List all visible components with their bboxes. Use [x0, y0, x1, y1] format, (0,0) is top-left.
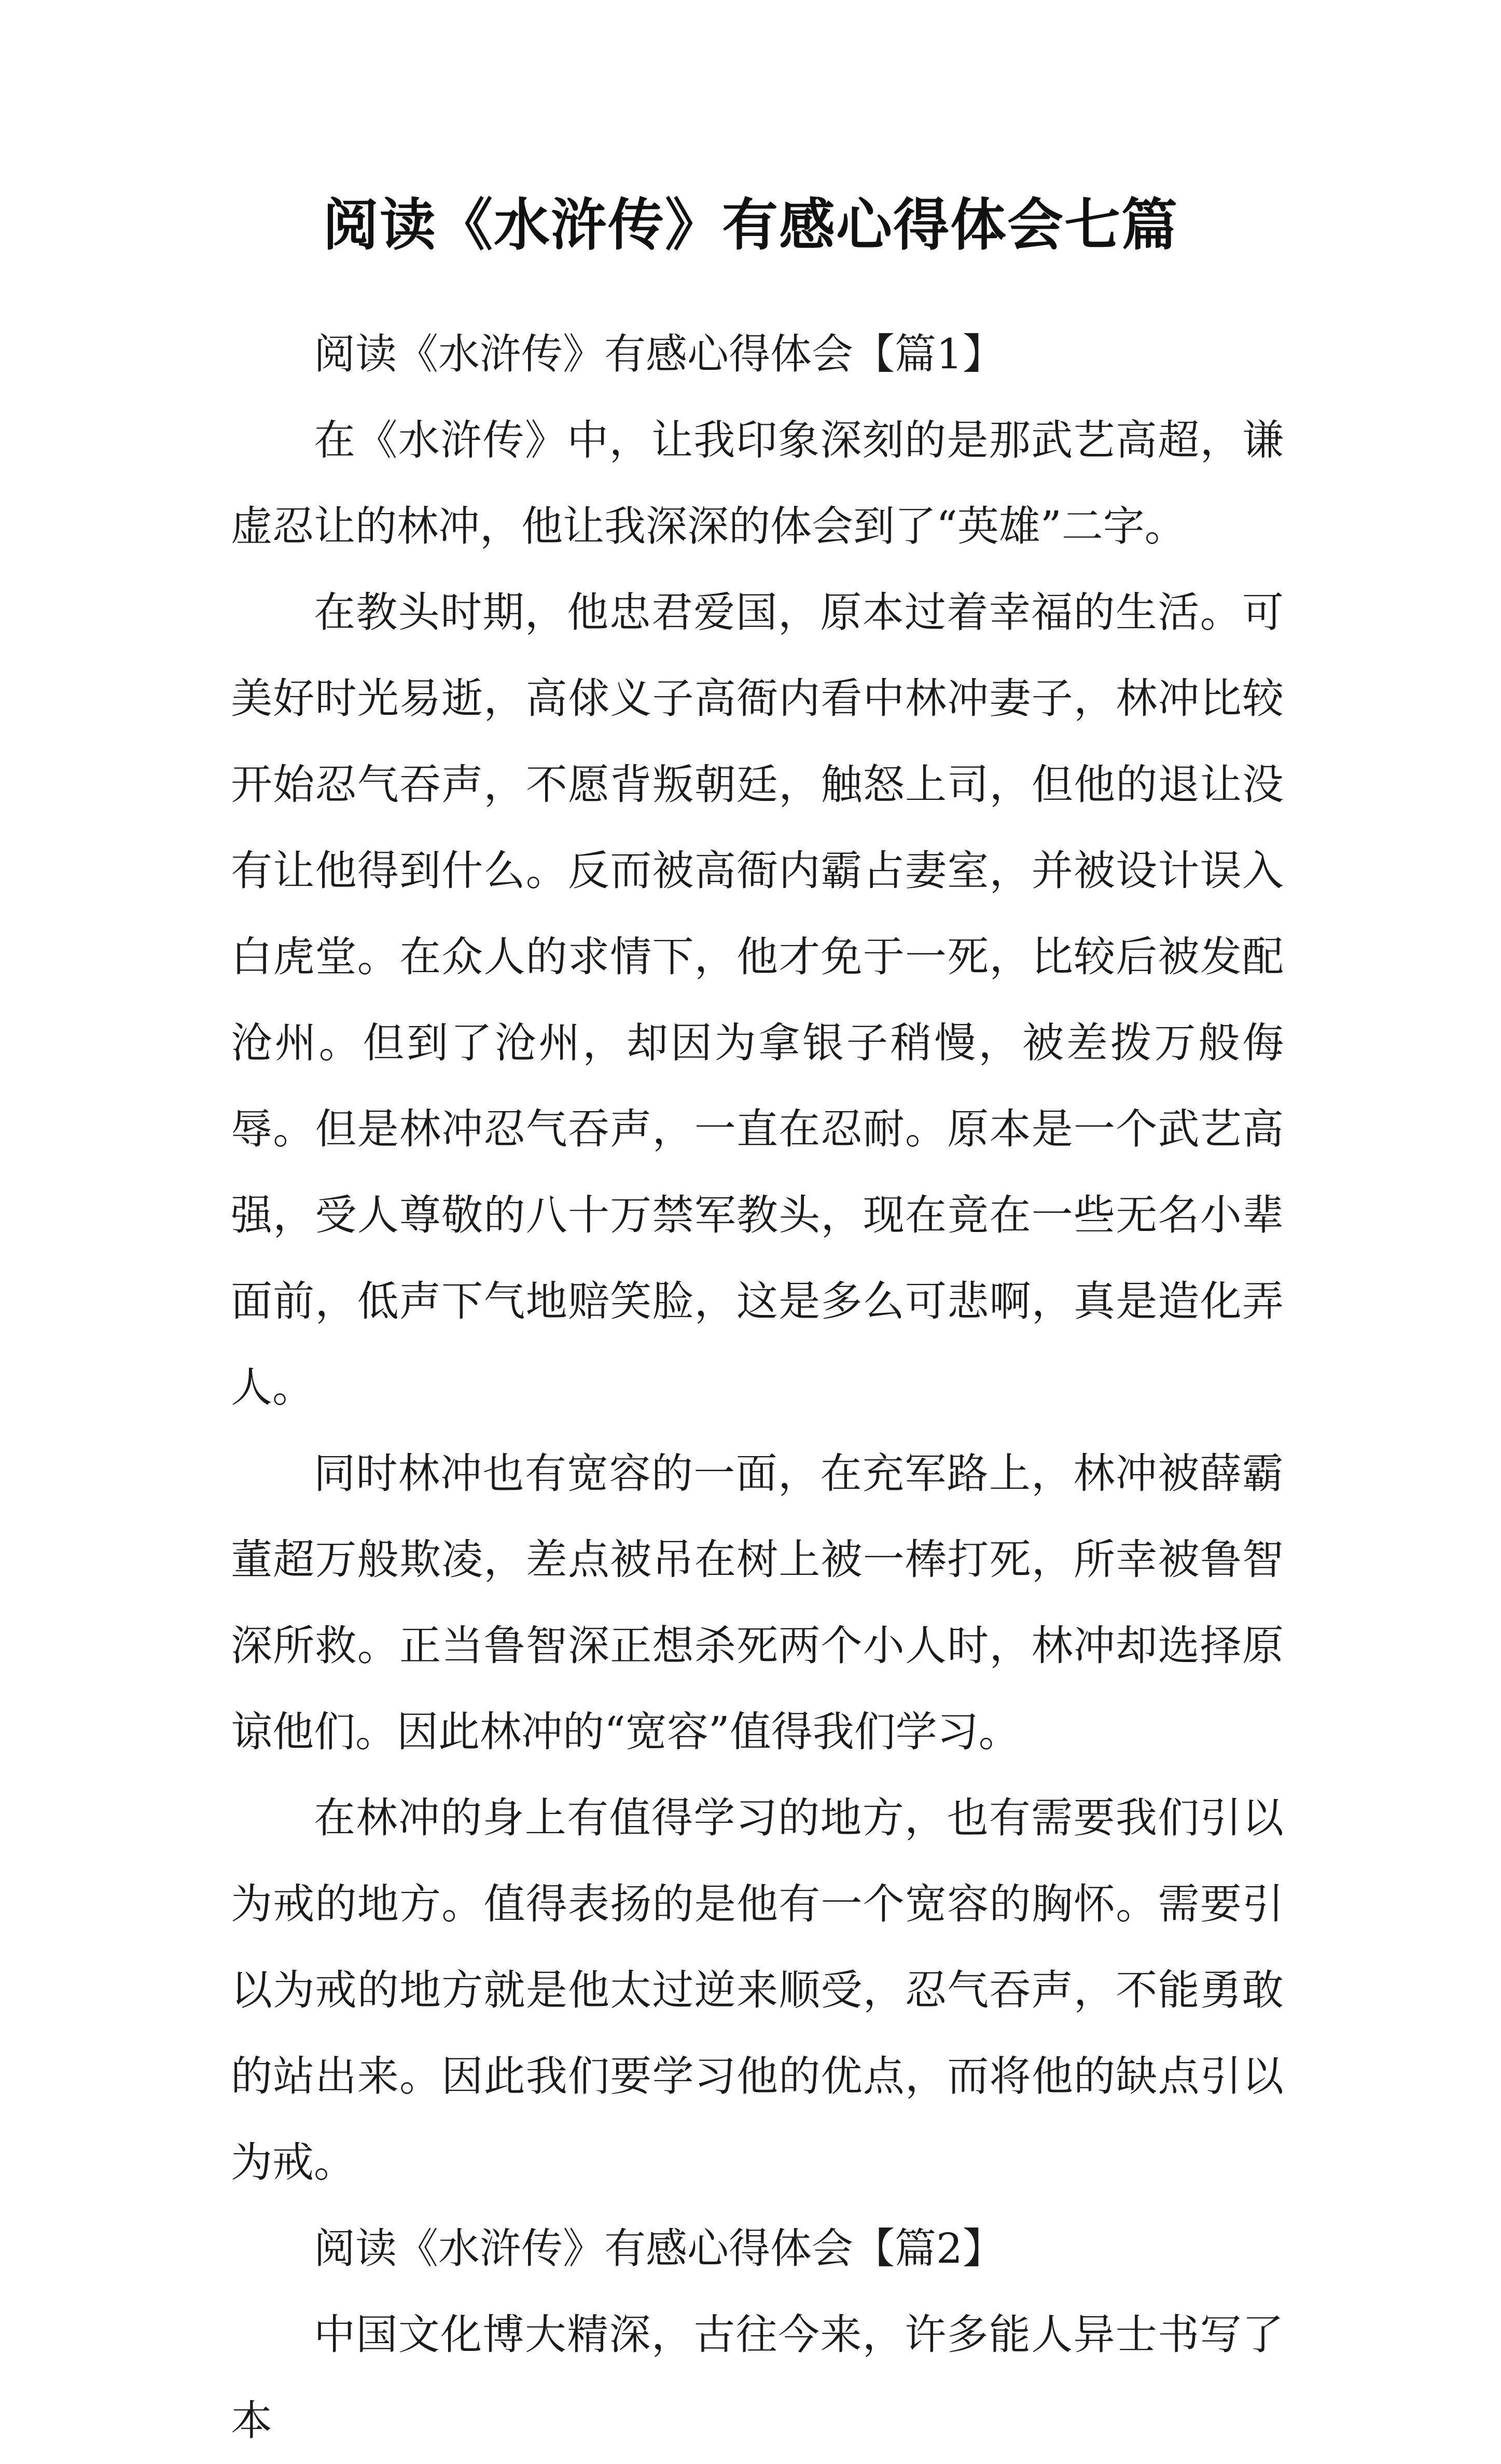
paragraph: 中国文化博大精深，古往今来，许多能人异士书写了本	[231, 2310, 1284, 2445]
paragraph: 在《水浒传》中，让我印象深刻的是那武艺高超，谦虚忍让的林冲，他让我深深的体会到了“英雄”二字。	[231, 416, 1284, 550]
paragraph: 在教头时期，他忠君爱国，原本过着幸福的生活。可美好时光易逝，高俅义子高衙内看中林冲妻子，林冲比较开始忍气吞声，不愿背叛朝廷，触怒上司，但他的退让没有让他得到什么。反而被高衙内霸占妻室，并被设计误入白虎堂。在众人的求情下，他才免于一死，比较后被发配沧州。但到了沧州，却因为拿银子稍慢，被差拨万般侮辱。但是林冲忍气吞声，一直在忍耐。原本是一个武艺高强，受人尊敬的八十万禁军教头，现在竟在一些无名小辈面前，低声下气地赔笑脸，这是多么可悲啊，真是造化弄人。	[231, 588, 1284, 1411]
paragraph: 在林冲的身上有值得学习的地方，也有需要我们引以为戒的地方。值得表扬的是他有一个宽容的胸怀。需要引以为戒的地方就是他太过逆来顺受，忍气吞声，不能勇敢的站出来。因此我们要学习他的优点，而将他的缺点引以为戒。	[231, 1794, 1284, 2186]
section-heading-1: 阅读《水浒传》有感心得体会【篇1】	[314, 330, 1004, 378]
document-title: 阅读《水浒传》有感心得体会七篇	[322, 193, 1178, 258]
section-heading-2: 阅读《水浒传》有感心得体会【篇2】	[314, 2224, 1004, 2273]
paragraph: 同时林冲也有宽容的一面，在充军路上，林冲被薛霸董超万般欺凌，差点被吊在树上被一棒打死，所幸被鲁智深所救。正当鲁智深正想杀死两个小人时，林冲却选择原谅他们。因此林冲的“宽容”值得我们学习。	[231, 1449, 1284, 1756]
document-body	[231, 311, 1284, 2464]
